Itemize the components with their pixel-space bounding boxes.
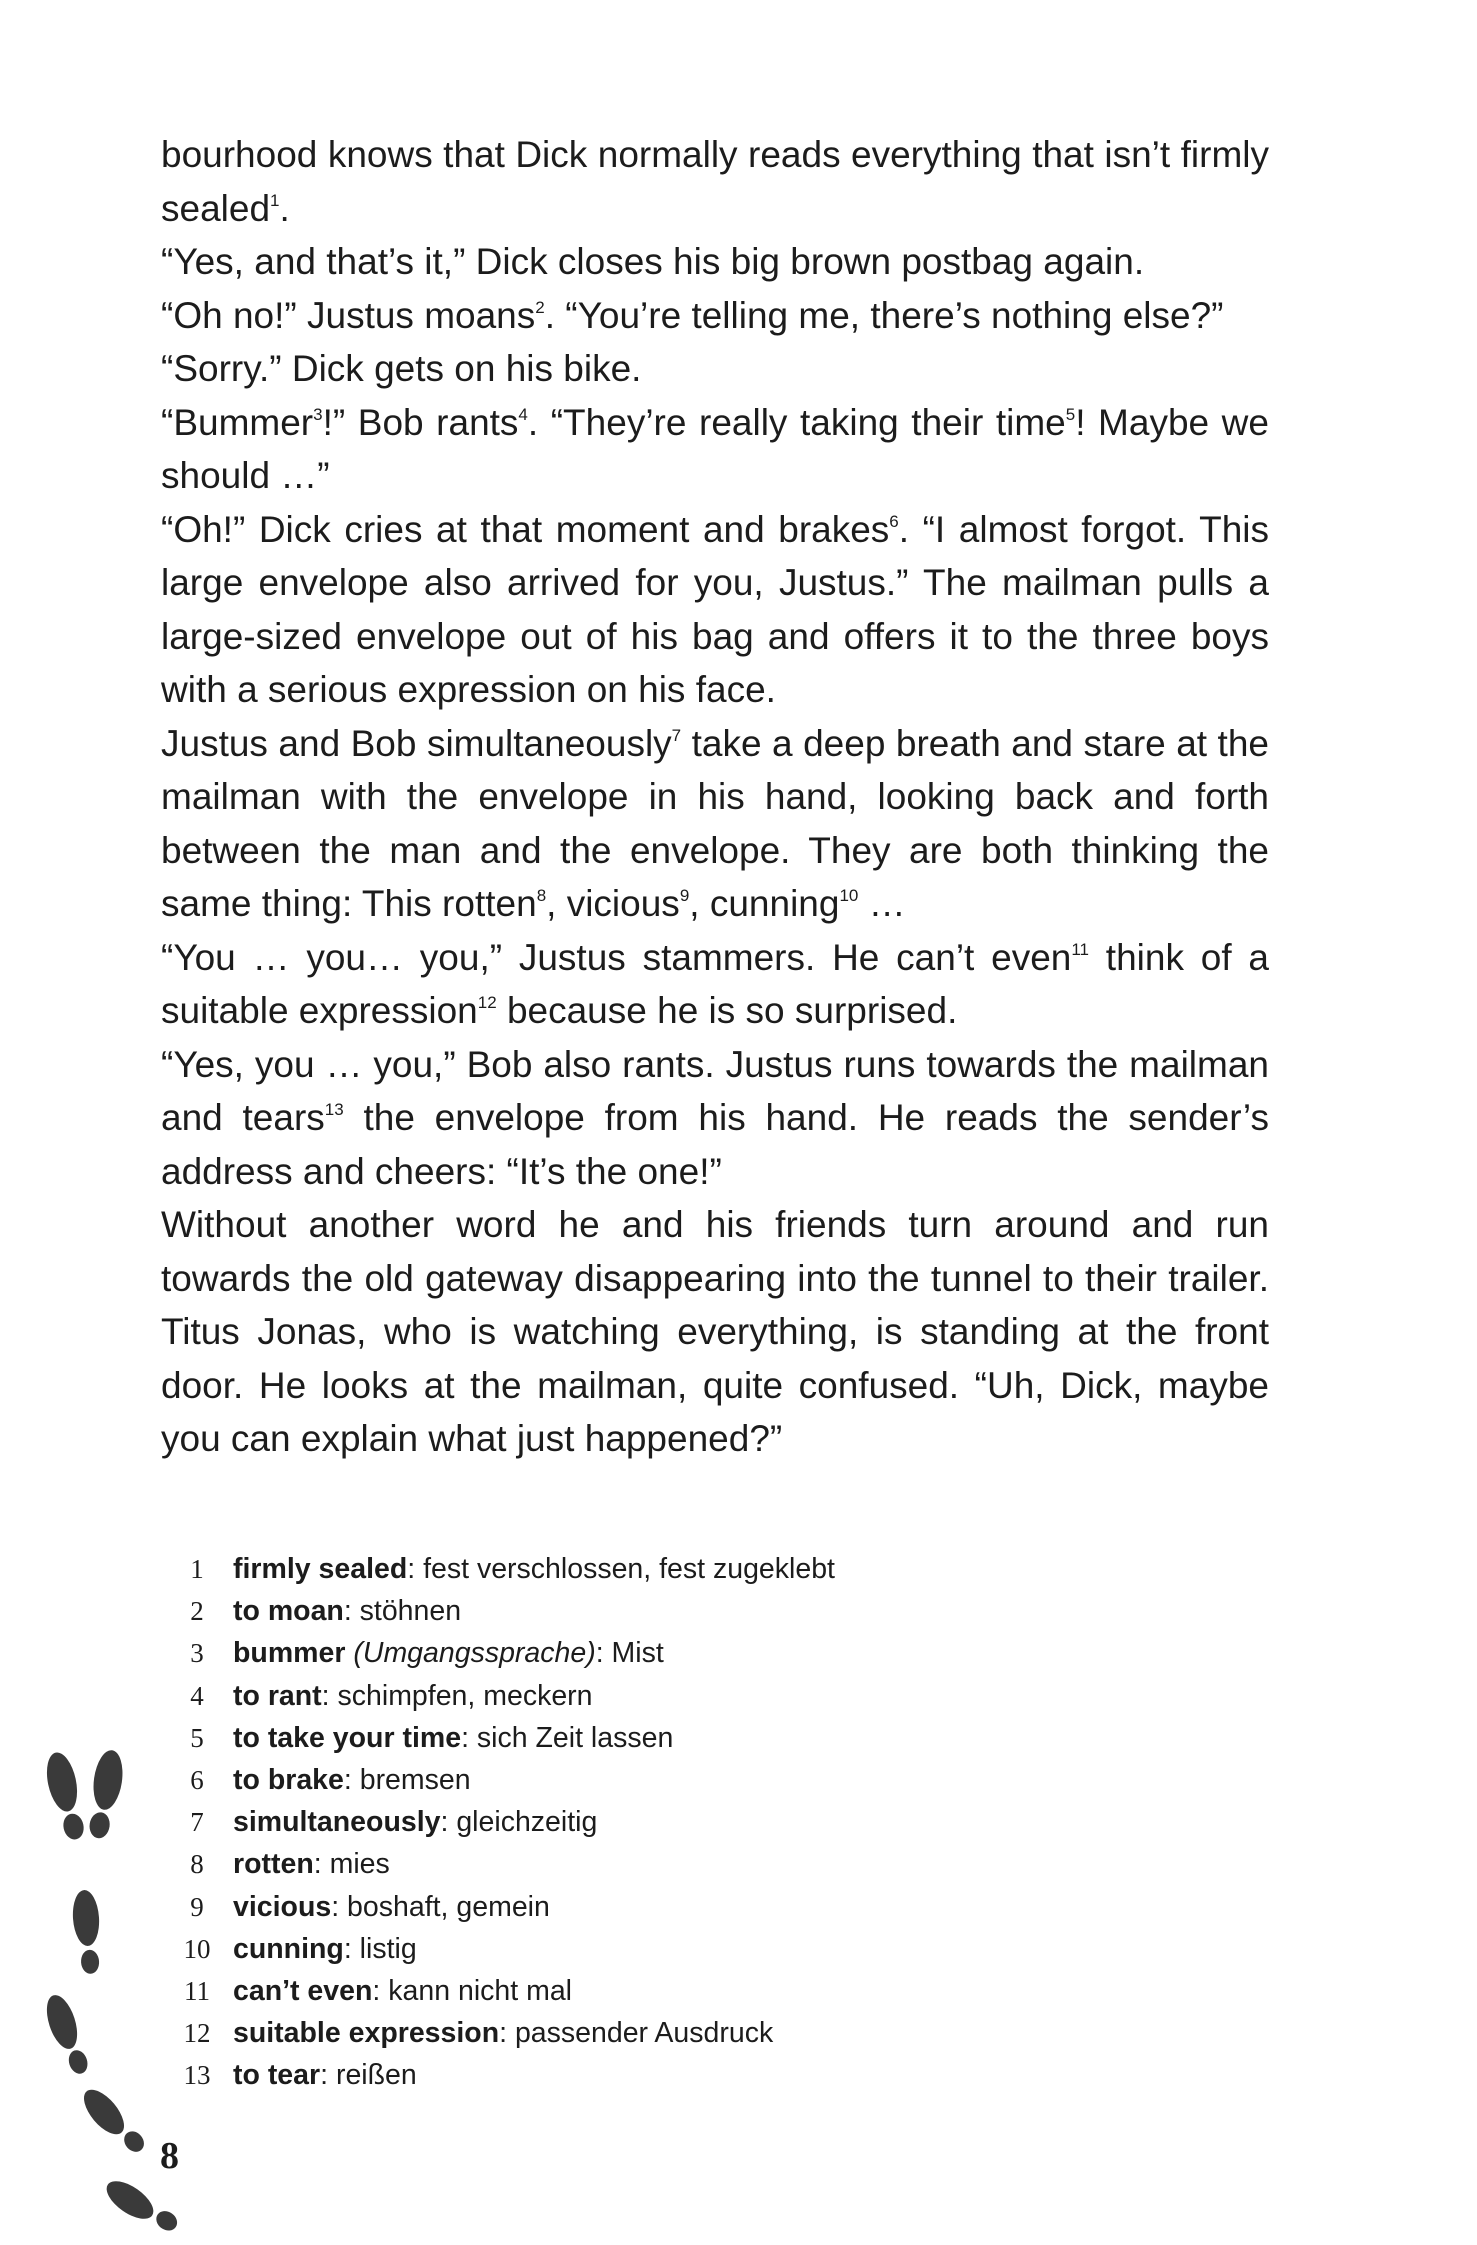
footnote-body bbox=[233, 1801, 597, 1843]
footnote-term: to take your time bbox=[233, 1721, 462, 1754]
footnote-translation: kann nicht mal bbox=[380, 1975, 573, 2008]
footnote-translation: schimpfen, meckern bbox=[329, 1679, 593, 1712]
footnote-number: 3 bbox=[190, 1638, 204, 1669]
footnote-number: 10 bbox=[183, 1933, 211, 1964]
footnote-entry bbox=[161, 2054, 1161, 2096]
text-run: . bbox=[279, 187, 290, 229]
story-paragraph bbox=[161, 931, 1269, 1038]
text-run: “Sorry.” Dick gets on his bike. bbox=[161, 348, 642, 389]
story-paragraph bbox=[161, 235, 1269, 289]
footnote-body bbox=[233, 1590, 461, 1632]
footnote-marker: 10 bbox=[839, 886, 859, 905]
footnote-entry bbox=[161, 2012, 1161, 2054]
text-run: bourhood knows that Dick normally reads everything that isn’t firmly sealed bbox=[161, 134, 1269, 229]
footnote-number: 8 bbox=[190, 1849, 204, 1880]
footnote-marker: 5 bbox=[1065, 404, 1076, 424]
footnote-marker: 7 bbox=[671, 725, 682, 745]
text-run: think of a suitable expression bbox=[161, 936, 1269, 1031]
footnote-marker: 1 bbox=[270, 190, 280, 210]
footnote-register-note: (Umgangssprache) bbox=[345, 1637, 596, 1670]
footnote-entry bbox=[161, 1675, 1161, 1717]
footnote-separator: : bbox=[313, 1848, 322, 1881]
text-run: “You … you… you,” Justus stammers. He can’t even bbox=[161, 936, 1072, 978]
footnote-translation: listig bbox=[351, 1932, 417, 1965]
footnote-number: 5 bbox=[190, 1722, 204, 1753]
footnote-separator: : bbox=[321, 1679, 330, 1712]
footnote-entry bbox=[161, 1590, 1161, 1632]
footnote-body bbox=[233, 1717, 673, 1759]
footnote-translation: fest verschlossen, fest zugeklebt bbox=[415, 1553, 835, 1585]
footnote-marker: 2 bbox=[535, 297, 545, 317]
footnote-body bbox=[233, 1843, 390, 1885]
footnote-body bbox=[233, 1970, 572, 2012]
footnote-separator: : bbox=[372, 1975, 381, 2008]
footnote-entry bbox=[161, 1970, 1161, 2012]
footnote-term: to moan bbox=[233, 1595, 344, 1628]
footnote-body bbox=[233, 2012, 773, 2054]
footnote-separator: : bbox=[343, 1595, 352, 1628]
text-run: ! Maybe we should …” bbox=[161, 401, 1269, 496]
footnote-term: simultaneously bbox=[233, 1806, 441, 1839]
text-run: . “You’re telling me, there’s nothing else?” bbox=[544, 294, 1224, 336]
text-run: take a deep breath and stare at the mailman with the envelope in his hand, looking back and forth between the man and the envelope. They are both thinking the same thing: This rotten bbox=[161, 722, 1269, 924]
text-run: , cunning bbox=[689, 883, 840, 924]
footnote-entry bbox=[161, 1759, 1161, 1801]
footnote-separator: : bbox=[440, 1806, 449, 1839]
footnote-separator: : bbox=[461, 1721, 469, 1754]
footnote-marker: 9 bbox=[679, 886, 690, 905]
footnote-term: bummer bbox=[233, 1637, 346, 1670]
story-paragraph bbox=[161, 396, 1269, 503]
footnote-body bbox=[233, 2054, 417, 2096]
footnote-term: firmly sealed bbox=[233, 1553, 408, 1585]
footnote-number: 12 bbox=[183, 2018, 211, 2049]
footnote-separator: : bbox=[407, 1553, 416, 1585]
story-paragraph bbox=[161, 1198, 1269, 1466]
footnote-translation: boshaft, gemein bbox=[339, 1890, 550, 1923]
footnote-body bbox=[233, 1675, 593, 1717]
footnote-term: to brake bbox=[233, 1764, 344, 1797]
footnote-number: 13 bbox=[183, 2060, 211, 2091]
text-run: Without another word he and his friends turn around and run towards the old gateway disappearing into the tunnel to their trailer. Titus Jonas, who is watching everything, is standing at the front door. He looks at the mailman, quite confused. “Uh, Dick, maybe you can explain what just happened?” bbox=[161, 1204, 1269, 1459]
footnote-body bbox=[233, 1886, 550, 1928]
footnote-entry bbox=[161, 1886, 1161, 1928]
footnote-separator: : bbox=[499, 2017, 508, 2050]
footnote-entry bbox=[161, 1801, 1161, 1843]
footnote-term: rotten bbox=[233, 1848, 314, 1881]
footnote-term: can’t even bbox=[233, 1975, 373, 2008]
story-paragraph bbox=[161, 1038, 1269, 1199]
footnote-entry bbox=[161, 1928, 1161, 1970]
text-run: … bbox=[858, 883, 906, 924]
footnote-marker: 6 bbox=[889, 511, 899, 531]
footnote-translation: passender Ausdruck bbox=[507, 2017, 774, 2050]
footnote-term: to tear bbox=[233, 2059, 321, 2092]
vocabulary-footnotes bbox=[161, 1548, 1161, 2097]
footnote-body bbox=[233, 1759, 471, 1801]
footnote-marker: 13 bbox=[324, 1100, 344, 1119]
footnote-marker: 12 bbox=[477, 993, 497, 1012]
footnote-body bbox=[233, 1548, 835, 1590]
footnote-number: 7 bbox=[190, 1807, 204, 1838]
text-run: . “They’re really taking their time bbox=[527, 401, 1066, 443]
page-number: 8 bbox=[160, 2135, 179, 2177]
footnote-translation: Mist bbox=[603, 1637, 664, 1670]
text-run: “Oh no!” Justus moans bbox=[161, 294, 536, 336]
text-run: , vicious bbox=[546, 883, 680, 924]
story-paragraph bbox=[161, 503, 1269, 717]
footnote-term: to rant bbox=[233, 1679, 322, 1712]
text-run: the envelope from his hand. He reads the sender’s address and cheers: “It’s the one!” bbox=[161, 1097, 1269, 1192]
text-run: because he is so surprised. bbox=[496, 990, 958, 1031]
footnote-marker: 4 bbox=[518, 404, 528, 424]
footnote-number: 11 bbox=[184, 1976, 210, 2007]
footnote-entry bbox=[161, 1548, 1161, 1590]
story-text bbox=[161, 128, 1269, 1466]
footnote-number: 9 bbox=[190, 1891, 204, 1922]
footnote-marker: 8 bbox=[536, 886, 547, 905]
footnote-body bbox=[233, 1632, 664, 1674]
footnote-entry bbox=[161, 1632, 1161, 1674]
footnote-translation: stöhnen bbox=[351, 1595, 462, 1628]
text-run: “Oh!” Dick cries at that moment and brakes bbox=[161, 508, 890, 550]
footnote-separator: : bbox=[320, 2059, 329, 2092]
footnote-marker: 11 bbox=[1071, 939, 1090, 959]
footnote-number: 1 bbox=[190, 1554, 204, 1584]
footnote-translation: mies bbox=[321, 1848, 390, 1881]
footnote-number: 2 bbox=[190, 1596, 204, 1627]
footnote-translation: sich Zeit lassen bbox=[468, 1721, 674, 1754]
story-paragraph bbox=[161, 128, 1269, 235]
footnote-term: cunning bbox=[233, 1932, 344, 1965]
footnote-marker: 3 bbox=[313, 404, 323, 424]
text-run: Justus and Bob simultaneously bbox=[161, 722, 672, 764]
text-run: “Bummer bbox=[161, 401, 314, 443]
text-run: “Yes, you … you,” Bob also rants. Justus runs towards the mailman and tears bbox=[161, 1043, 1269, 1138]
footnote-number: 4 bbox=[190, 1680, 204, 1711]
story-paragraph bbox=[161, 342, 1269, 396]
footnote-number: 6 bbox=[190, 1765, 204, 1796]
footnote-term: vicious bbox=[233, 1890, 332, 1923]
footnote-separator: : bbox=[343, 1764, 352, 1797]
footnote-separator: : bbox=[343, 1932, 352, 1965]
footnote-translation: gleichzeitig bbox=[448, 1806, 598, 1839]
text-run: !” Bob rants bbox=[322, 401, 519, 443]
footnote-entry bbox=[161, 1717, 1161, 1759]
story-paragraph bbox=[161, 289, 1269, 343]
footnote-separator: : bbox=[331, 1890, 340, 1923]
text-run: “Yes, and that’s it,” Dick closes his big brown postbag again. bbox=[161, 241, 1145, 282]
footnote-translation: bremsen bbox=[351, 1764, 471, 1797]
footnote-translation: reißen bbox=[328, 2059, 417, 2092]
footnote-term: suitable expression bbox=[233, 2017, 500, 2050]
story-paragraph bbox=[161, 717, 1269, 931]
footnote-separator: : bbox=[595, 1637, 604, 1670]
text-run: . “I almost forgot. This large envelope also arrived for you, Justus.” The mailman pulls a large-sized envelope out of his bag and offers it to the three boys with a serious expression on his face. bbox=[161, 508, 1269, 710]
footnote-body bbox=[233, 1928, 417, 1970]
footnote-entry bbox=[161, 1843, 1161, 1885]
